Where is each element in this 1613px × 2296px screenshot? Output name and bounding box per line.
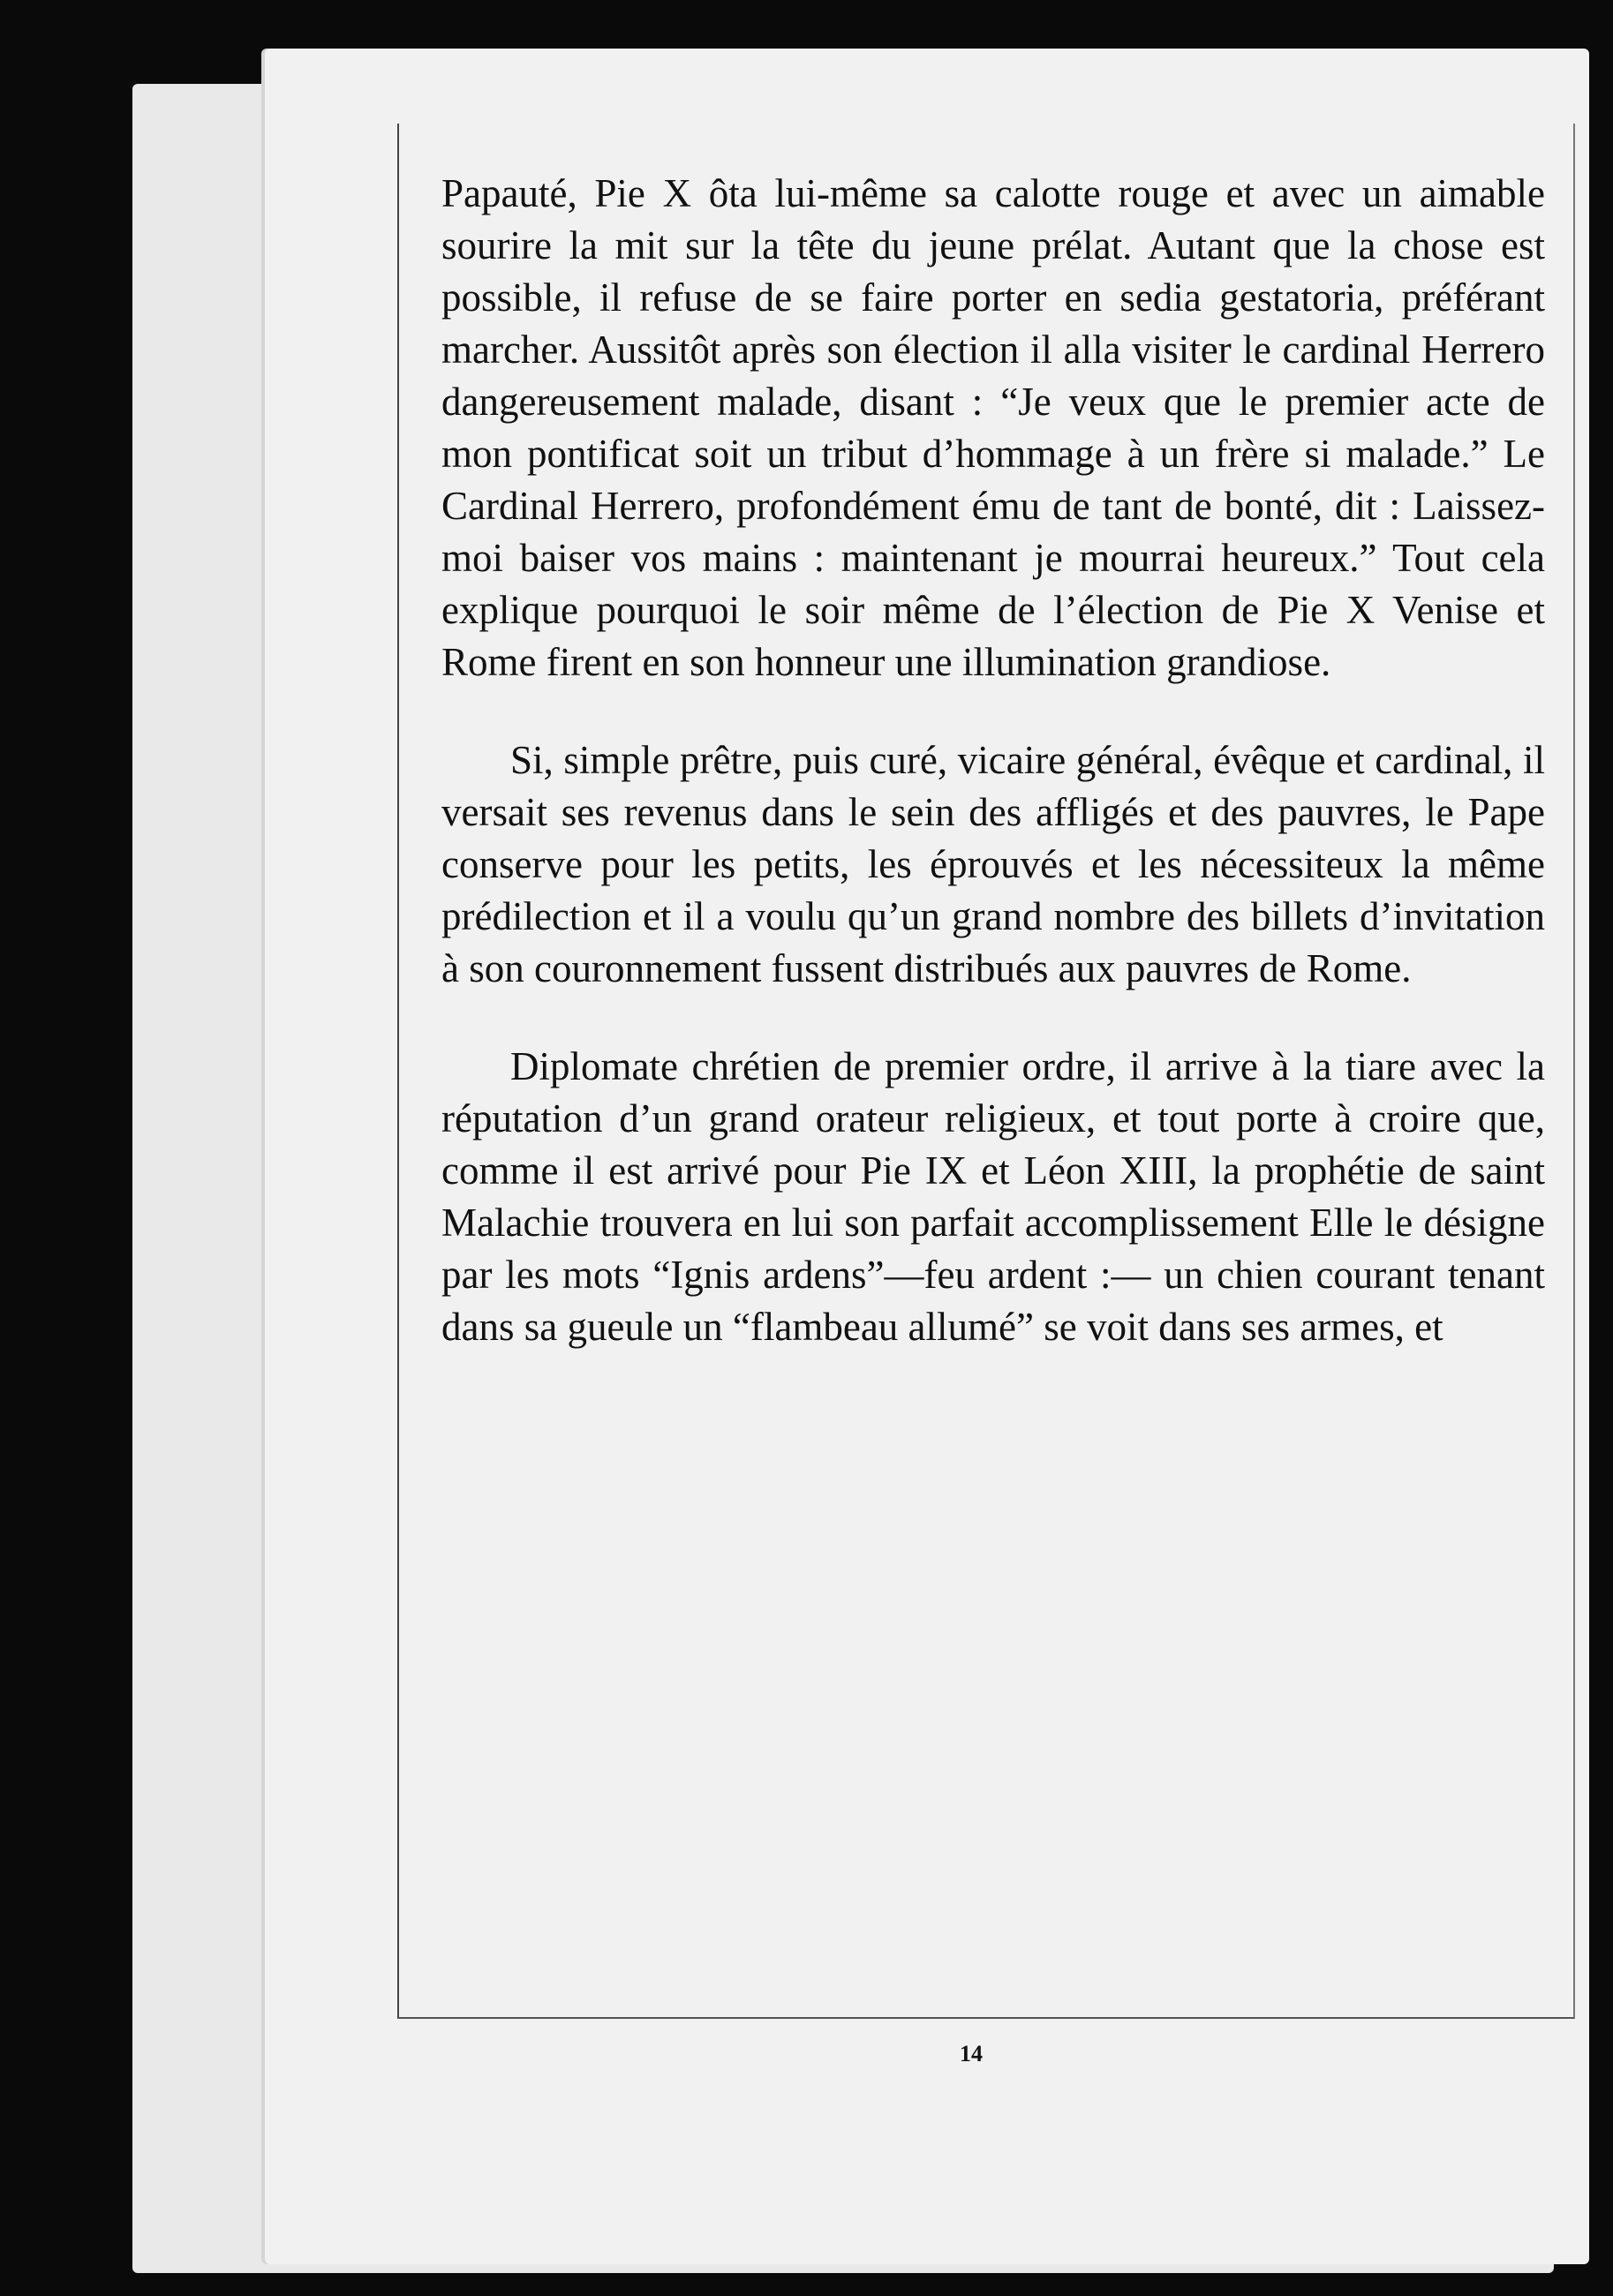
paragraph-2: Si, simple prêtre, puis curé, vicaire général, évêque et cardinal, il versait ses revenus dans le sein des affligés et des pauvres, le Pape conserve pour les petits, les éprouvés et les nécessiteux la même prédilection et il a voulu qu’un grand nombre des billets d’invitation à son couronnement fussent distribués aux pauvres de Rome. — [441, 738, 1545, 990]
body-text — [441, 168, 1545, 1353]
paragraph-3: Diplomate chrétien de premier ordre, il arrive à la tiare avec la réputation d’un grand orateur religieux, et tout porte à croire que, comme il est arrivé pour Pie IX et Léon XIII, la prophétie de saint Malachie trouvera en lui son parfait accomplissement Elle le désigne par les mots “Ignis ardens”—feu ardent :— un chien courant tenant dans sa gueule un “flambeau allumé” se voit dans ses armes, et — [441, 1044, 1545, 1349]
paragraph-1: Papauté, Pie X ôta lui-même sa calotte rouge et avec un aimable sourire la mit sur la tête du jeune prélat. Autant que la chose est possible, il refuse de se faire porter en sedia gestatoria, préférant marcher. Aussitôt après son élection il alla visiter le cardinal Herrero dangereusement malade, disant : “Je veux que le premier acte de mon pontificat soit un tribut d’hommage à un frère si malade.” Le Cardinal Herrero, profondément ému de tant de bonté, dit : Laissez-moi baiser vos mains : maintenant je mourrai heureux.” Tout cela explique pourquoi le soir même de l’élection de Pie X Venise et Rome firent en son honneur une illumination grandiose. — [441, 171, 1545, 684]
page-number: 14 — [960, 2041, 983, 2066]
